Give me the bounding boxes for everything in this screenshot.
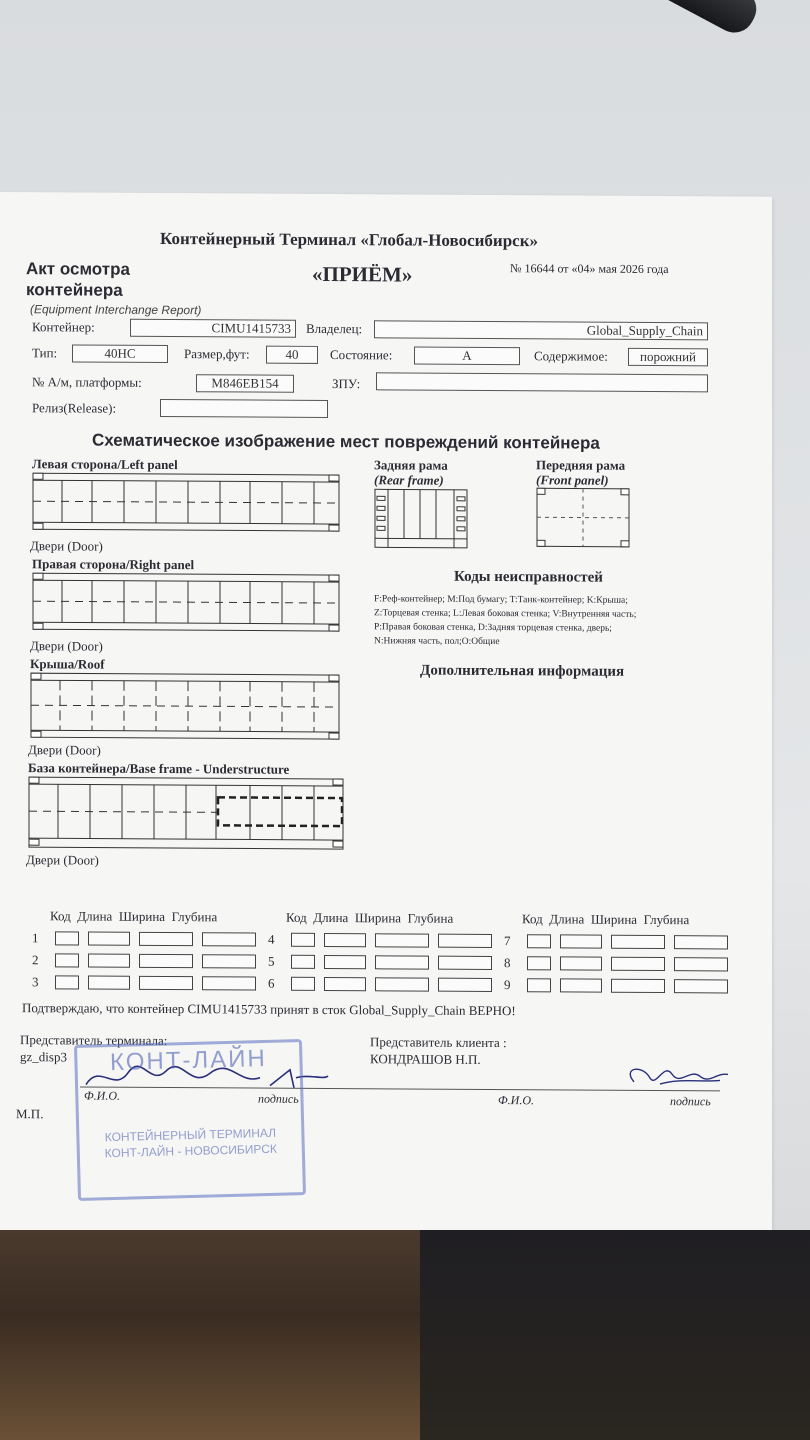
header-width: Ширина	[354, 910, 402, 926]
header-length: Длина	[549, 911, 585, 927]
release-label: Релиз(Release):	[32, 400, 117, 416]
length-cell[interactable]	[560, 956, 602, 970]
extra-info-heading: Дополнительная информация	[420, 662, 625, 680]
code-cell[interactable]	[55, 975, 79, 989]
length-cell[interactable]	[88, 932, 130, 946]
vehicle-label: № А/м, платформы:	[32, 374, 142, 390]
length-cell[interactable]	[324, 955, 366, 969]
base-label: База контейнера/Base frame - Understructure	[28, 760, 290, 777]
row-number: 3	[32, 974, 39, 990]
client-rep-name: КОНДРАШОВ Н.П.	[370, 1051, 481, 1067]
damage-row	[32, 974, 256, 991]
content-label: Содержимое:	[534, 348, 608, 364]
confirmation-text: Подтверждаю, что контейнер CIMU1415733 принят в сток Global_Supply_Chain ВЕРНО!	[22, 1000, 516, 1019]
row-number: 8	[504, 955, 511, 971]
stamp-line-3: КОНТ-ЛАЙН - НОВОСИБИРСК	[104, 1141, 278, 1161]
floor-background	[0, 1230, 810, 1440]
width-cell[interactable]	[611, 935, 665, 949]
fio-label-client: Ф.И.О.	[498, 1093, 534, 1108]
damage-row	[504, 933, 728, 950]
table-header-group-1	[50, 908, 217, 925]
depth-cell[interactable]	[674, 957, 728, 971]
rear-frame-label: Задняя рама	[374, 457, 448, 473]
table-header-group-3	[522, 911, 689, 928]
container-label: Контейнер:	[32, 319, 95, 335]
table-header-group-2	[286, 910, 453, 927]
depth-cell[interactable]	[202, 954, 256, 968]
row-number: 5	[268, 953, 275, 969]
row-number: 9	[504, 977, 511, 993]
header-code: Код	[50, 908, 71, 924]
damage-row	[268, 976, 492, 993]
rear-frame-diagram	[374, 488, 468, 549]
code-cell[interactable]	[527, 934, 551, 948]
report-title-en: (Equipment Interchange Report)	[30, 302, 202, 318]
codes-line-3: P:Правая боковая стенка, D:Задняя торцевая стенка, дверь;	[374, 622, 612, 634]
stamp-line-1: КОНТ-ЛАЙН	[109, 1044, 268, 1077]
terminal-rep-label: Представитель терминала:	[20, 1032, 168, 1049]
header-width: Ширина	[590, 911, 638, 927]
code-cell[interactable]	[291, 977, 315, 991]
damage-row	[504, 955, 728, 972]
fio-label-terminal: Ф.И.О.	[84, 1088, 120, 1103]
codes-heading: Коды неисправностей	[454, 568, 603, 586]
code-cell[interactable]	[291, 955, 315, 969]
header-code: Код	[286, 909, 307, 925]
width-cell[interactable]	[611, 957, 665, 971]
width-cell[interactable]	[611, 979, 665, 993]
size-label: Размер,фут:	[184, 346, 250, 362]
width-cell[interactable]	[139, 976, 193, 990]
row-number: 7	[504, 933, 511, 949]
header-width: Ширина	[118, 908, 166, 925]
client-rep-label: Представитель клиента :	[370, 1034, 507, 1051]
header-depth: Глубина	[407, 910, 454, 926]
scheme-heading: Схематическое изображение мест повреждений контейнера	[92, 430, 600, 453]
depth-cell[interactable]	[674, 935, 728, 949]
base-diagram	[28, 776, 344, 850]
header-length: Длина	[77, 908, 113, 924]
length-cell[interactable]	[560, 978, 602, 992]
container-number-field: CIMU1415733	[130, 319, 296, 338]
owner-label: Владелец:	[306, 320, 363, 337]
state-field: A	[414, 347, 520, 366]
code-cell[interactable]	[55, 953, 79, 967]
type-field: 40HC	[72, 344, 168, 363]
codes-line-4: N:Нижняя часть, пол;O:Общие	[374, 636, 500, 648]
codes-line-1: F:Реф-контейнер; M:Под бумагу; T:Танк-контейнер; K:Крыша;	[374, 594, 628, 606]
roof-door-label: Двери (Door)	[28, 742, 101, 758]
terminal-name: Контейнерный Терминал «Глобал-Новосибирск»	[160, 228, 538, 251]
depth-cell[interactable]	[674, 979, 728, 993]
front-frame-label: Передняя рама	[536, 457, 626, 473]
terminal-stamp	[74, 1039, 306, 1201]
front-frame-en: (Front panel)	[536, 472, 609, 488]
right-panel-label: Правая сторона/Right panel	[32, 556, 195, 573]
sign-label-terminal: подпись	[258, 1091, 299, 1106]
stamp-line-2: КОНТЕЙНЕРНЫЙ ТЕРМИНАЛ	[104, 1125, 277, 1145]
depth-cell[interactable]	[202, 976, 256, 990]
left-panel-diagram	[32, 472, 340, 532]
intake-mode: «ПРИЁМ»	[312, 261, 413, 287]
damage-row	[268, 954, 492, 971]
width-cell[interactable]	[139, 954, 193, 968]
state-label: Состояние:	[330, 347, 393, 363]
width-cell[interactable]	[375, 933, 429, 947]
roof-diagram	[30, 672, 340, 740]
roof-label: Крыша/Roof	[30, 656, 105, 672]
row-number: 1	[32, 930, 39, 946]
client-signature	[620, 1058, 730, 1095]
header-code: Код	[522, 911, 543, 927]
length-cell[interactable]	[324, 933, 366, 947]
header-depth: Глубина	[171, 909, 218, 925]
width-cell[interactable]	[375, 977, 429, 991]
pen-on-desk	[637, 0, 764, 40]
depth-cell[interactable]	[438, 978, 492, 992]
seal-label: ЗПУ:	[332, 376, 361, 392]
terminal-rep-name: gz_disp3	[20, 1049, 67, 1065]
base-door-label: Двери (Door)	[26, 852, 99, 868]
length-cell[interactable]	[88, 954, 130, 968]
report-number-date: № 16644 от «04» мая 2026 года	[510, 261, 669, 277]
release-field	[160, 399, 328, 418]
damage-row	[32, 930, 256, 947]
length-cell[interactable]	[560, 934, 602, 948]
code-cell[interactable]	[55, 931, 79, 945]
damage-row	[268, 932, 492, 949]
front-frame-diagram	[536, 487, 630, 548]
width-cell[interactable]	[375, 955, 429, 969]
rear-frame-en: (Rear frame)	[374, 472, 444, 488]
row-number: 6	[268, 975, 275, 991]
code-cell[interactable]	[527, 978, 551, 992]
header-length: Длина	[313, 909, 349, 926]
row-number: 2	[32, 952, 39, 968]
type-label: Тип:	[32, 345, 58, 361]
row-number: 4	[268, 931, 275, 947]
damage-row	[32, 952, 256, 969]
seal-field	[376, 372, 708, 392]
content-field: порожний	[628, 348, 708, 366]
mp-label: М.П.	[16, 1106, 44, 1122]
length-cell[interactable]	[88, 976, 130, 990]
codes-line-2: Z:Торцевая стенка; L:Левая боковая стенка; V:Внутренняя часть;	[374, 608, 637, 620]
header-depth: Глубина	[643, 911, 690, 928]
owner-field: Global_Supply_Chain	[374, 320, 708, 340]
right-panel-diagram	[32, 572, 340, 632]
sign-label-client: подпись	[670, 1094, 711, 1109]
report-title: Акт осмотра контейнера	[26, 259, 130, 300]
vehicle-field: М846ЕВ154	[196, 374, 294, 393]
length-cell[interactable]	[324, 977, 366, 991]
left-panel-label: Левая сторона/Left panel	[32, 456, 178, 473]
code-cell[interactable]	[527, 956, 551, 970]
damage-row	[504, 977, 728, 994]
depth-cell[interactable]	[438, 956, 492, 970]
left-door-label: Двери (Door)	[30, 538, 103, 554]
size-field: 40	[266, 346, 318, 364]
width-cell[interactable]	[139, 932, 193, 946]
depth-cell[interactable]	[438, 934, 492, 948]
code-cell[interactable]	[291, 933, 315, 947]
right-door-label: Двери (Door)	[30, 638, 103, 654]
depth-cell[interactable]	[202, 932, 256, 946]
